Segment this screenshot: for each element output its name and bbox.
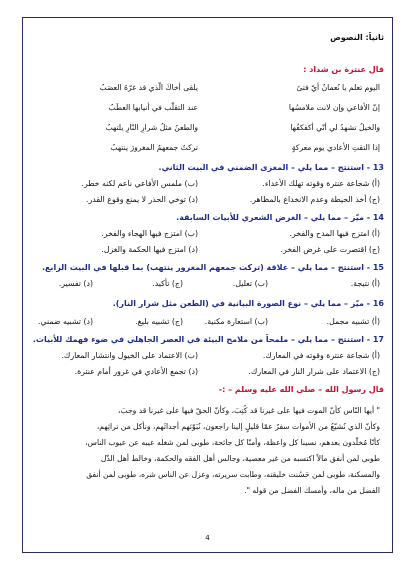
question-15-option-a[interactable]: (أ) نتيجة. xyxy=(350,279,380,288)
question-14-option-d[interactable]: (د) امتزج فيها الحكمة والغزل. xyxy=(101,245,198,254)
question-13-option-d[interactable]: (د) توخي الحذر لا يمنع وقوع القدر. xyxy=(86,195,198,204)
document-page xyxy=(22,17,393,553)
question-14-option-b[interactable]: (ب) امتزج فيها الهجاء والفخر. xyxy=(101,229,198,238)
question-16-option-b[interactable]: (ب) استعارة مكنية. xyxy=(204,317,268,326)
verse-4-first: إذا التقتِ الأعادي يوم معركةٍ xyxy=(291,143,380,152)
question-13-option-a[interactable]: (أ) شجاعة عنترة وقوته تهلك الأعداء. xyxy=(262,179,380,188)
hadith-line: وكأنّ الذي نُشيّعُ من الأموات سفرٌ عمّا قليلٍ إلينا راجعون، نُبَوّئهم أجداثَهم، ونأكل من تراثِهم، xyxy=(96,422,380,431)
question-16-stem: 16 - ميّز – مما يلي – نوع الصورة البيانية في (الطعن مثل شرار النار). xyxy=(112,299,384,308)
verse-2-second: عند التقلّب في أنيابها العطَبُ xyxy=(108,103,198,112)
question-16-option-c[interactable]: (ج) تشبيه بليغ. xyxy=(135,317,183,326)
verse-1-second: يلقى أخاكَ الّذي قد غرّهُ العصَبُ xyxy=(99,83,198,92)
page-number: 4 xyxy=(205,534,210,542)
hadith-line: الفضل من ماله، وأمسك الفضل من قوله ". xyxy=(244,486,380,495)
verse-4-second: تركتُ جمعهمُ المغرورَ ينتهبُ xyxy=(110,143,198,152)
section-title: ثانياً: النصوص xyxy=(330,33,384,42)
verse-2-first: إنّ الأفاعي وإن لانت ملامسُها xyxy=(288,103,380,112)
question-13-stem: 13 - استنتج – مما يلي – المغزى الضمني في البيت الثاني. xyxy=(158,163,384,172)
hadith-heading: قال رسول الله – صلى الله عليه وسلم – :- xyxy=(218,385,384,394)
hadith-line: طوبى لمن أنفق مالاً اكتسبه من غير معصية، وجالس أهل الفقه والحكمة، وخالط أهل الذّل xyxy=(100,454,380,463)
question-14-option-a[interactable]: (أ) امتزج فيها المدح والفخر. xyxy=(289,229,380,238)
hadith-line: كأنّا مُخلّدون بعدهم، نسينا كل واعظة، وأمنّا كل جائحة، طوبى لمن شغله عيبه عن عيوب الناس، xyxy=(85,438,380,447)
question-15-option-b[interactable]: (ب) تعليل. xyxy=(232,279,268,288)
hadith-line: " أيها النّاس كأنّ الموت فيها على غيرنا قد كُتِبَ، وكأنّ الحقّ فيها على غيرنا قد وجبَ، xyxy=(118,406,380,415)
verse-3-second: والطعنُ مثلُ شرارِ النّارِ يلتهبُ xyxy=(105,123,198,132)
question-15-option-c[interactable]: (ج) تأكيد. xyxy=(152,279,183,288)
question-13-option-b[interactable]: (ب) ملمس الأفاعي ناعم لكنه خطر. xyxy=(81,179,198,188)
question-15-stem: 15 - استنتج – مما يلي – علاقة (تركت جمعهم المغرور ينتهب) بما قبلها في البيت الرابع. xyxy=(41,263,384,272)
verse-1-first: اليوم تعلم يا نُعمانُ أيّ فتىً xyxy=(296,83,380,92)
question-17-option-d[interactable]: (د) تجمع الأعادي في غرور أمام عنترة. xyxy=(74,367,198,376)
question-16-option-d[interactable]: (د) تشبيه ضمني. xyxy=(38,317,93,326)
question-15-option-d[interactable]: (د) تفسير. xyxy=(58,279,93,288)
hadith-line: والمسكنة، طوبى لمن حَسُنت خليقته، وطابت سريرته، وعزل عن الناس شره، طوبى لمن أنفق xyxy=(86,470,380,479)
question-14-option-c[interactable]: (ج) اقتصرت على غرض الفخر. xyxy=(280,245,380,254)
question-16-option-a[interactable]: (أ) تشبيه مجمل. xyxy=(326,317,380,326)
verse-3-first: والخيلُ تشهدُ لي أنّي أكفكفُها xyxy=(290,123,380,132)
question-17-stem: 17 - استنتج – مما يلي – ملمحاً من ملامح البيئة في العصر الجاهلي في ضوء فهمك للأبيات. xyxy=(32,335,384,344)
poem-heading: قال عنترة بن شداد : xyxy=(303,65,384,74)
question-17-option-c[interactable]: (ج) الاعتماد على شرار النار في المعارك. xyxy=(248,367,380,376)
question-17-option-a[interactable]: (أ) شجاعة عنترة وقوته في المعارك. xyxy=(262,351,380,360)
question-17-option-b[interactable]: (ب) الاعتماد على الخيول وانتشار المعارك. xyxy=(61,351,198,360)
question-13-option-c[interactable]: (ج) أخذ الحيطة وعدم الانخداع بالمظاهر. xyxy=(249,195,380,204)
question-14-stem: 14 - ميّز – مما يلي – الغرض الشعري للأبيات السابقة. xyxy=(176,213,384,222)
